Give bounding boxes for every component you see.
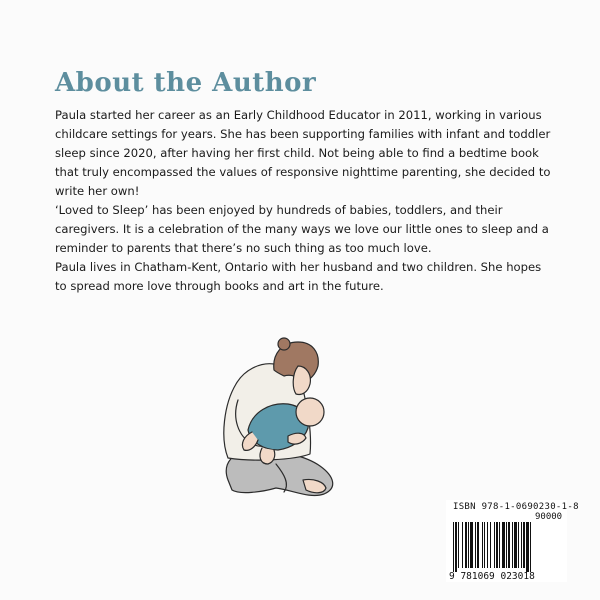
- barcode-bar: [506, 522, 507, 568]
- barcode-bar: [487, 522, 488, 568]
- barcode-bar: [462, 522, 463, 568]
- barcode-bar: [455, 522, 457, 572]
- price-addon-code: 90000: [535, 512, 563, 522]
- barcode-bar: [499, 522, 500, 568]
- barcode-bar: [465, 522, 467, 568]
- barcode-digits: 9 781069 023018: [449, 571, 535, 582]
- barcode-bar: [512, 522, 513, 568]
- barcode-bar: [530, 522, 531, 572]
- barcode-bar: [494, 522, 495, 568]
- barcode-bar: [477, 522, 479, 568]
- baby-head-shape: [296, 398, 324, 426]
- barcode-bar: [496, 522, 498, 568]
- isbn-label: ISBN 978-1-0690230-1-8: [453, 502, 579, 512]
- barcode-bar: [490, 522, 491, 568]
- barcode-bar: [526, 522, 529, 572]
- barcode-bar: [518, 522, 519, 568]
- bio-paragraph: Paula started her career as an Early Childhood Educator in 2011, working in various childcare settings for years. She has been supporting families with infant and toddler sleep since 2020, after having her first child. Not being able to find a bedtime book that truly encompassed the values of responsive nighttime parenting, she decided to write her own!: [55, 108, 551, 198]
- mother-nursing-baby-illustration: [218, 332, 368, 517]
- barcode-bar: [458, 522, 459, 568]
- barcode-bar: [470, 522, 473, 568]
- author-bio: [55, 106, 555, 296]
- barcode-bar: [521, 522, 522, 568]
- page-title: About the Author: [55, 68, 317, 98]
- barcode-bar: [482, 522, 483, 568]
- barcode-bar: [508, 522, 510, 568]
- barcode-bar: [475, 522, 476, 568]
- barcode-bar: [468, 522, 469, 568]
- bio-paragraph: Paula lives in Chatham-Kent, Ontario with her husband and two children. She hopes to spread more love through books and art in the future.: [55, 260, 542, 293]
- barcode-bar: [484, 522, 485, 568]
- barcode-bar: [502, 522, 505, 568]
- bio-paragraph: ‘Loved to Sleep’ has been enjoyed by hundreds of babies, toddlers, and their caregivers. It is a celebration of the many ways we love our little ones to sleep and a reminder to parents that there’s no such thing as too much love.: [55, 203, 549, 255]
- hair-bun-shape: [278, 338, 290, 350]
- barcode-bar: [453, 522, 454, 572]
- barcode-bar: [514, 522, 517, 568]
- isbn-barcode: [451, 522, 563, 572]
- barcode-bar: [523, 522, 525, 568]
